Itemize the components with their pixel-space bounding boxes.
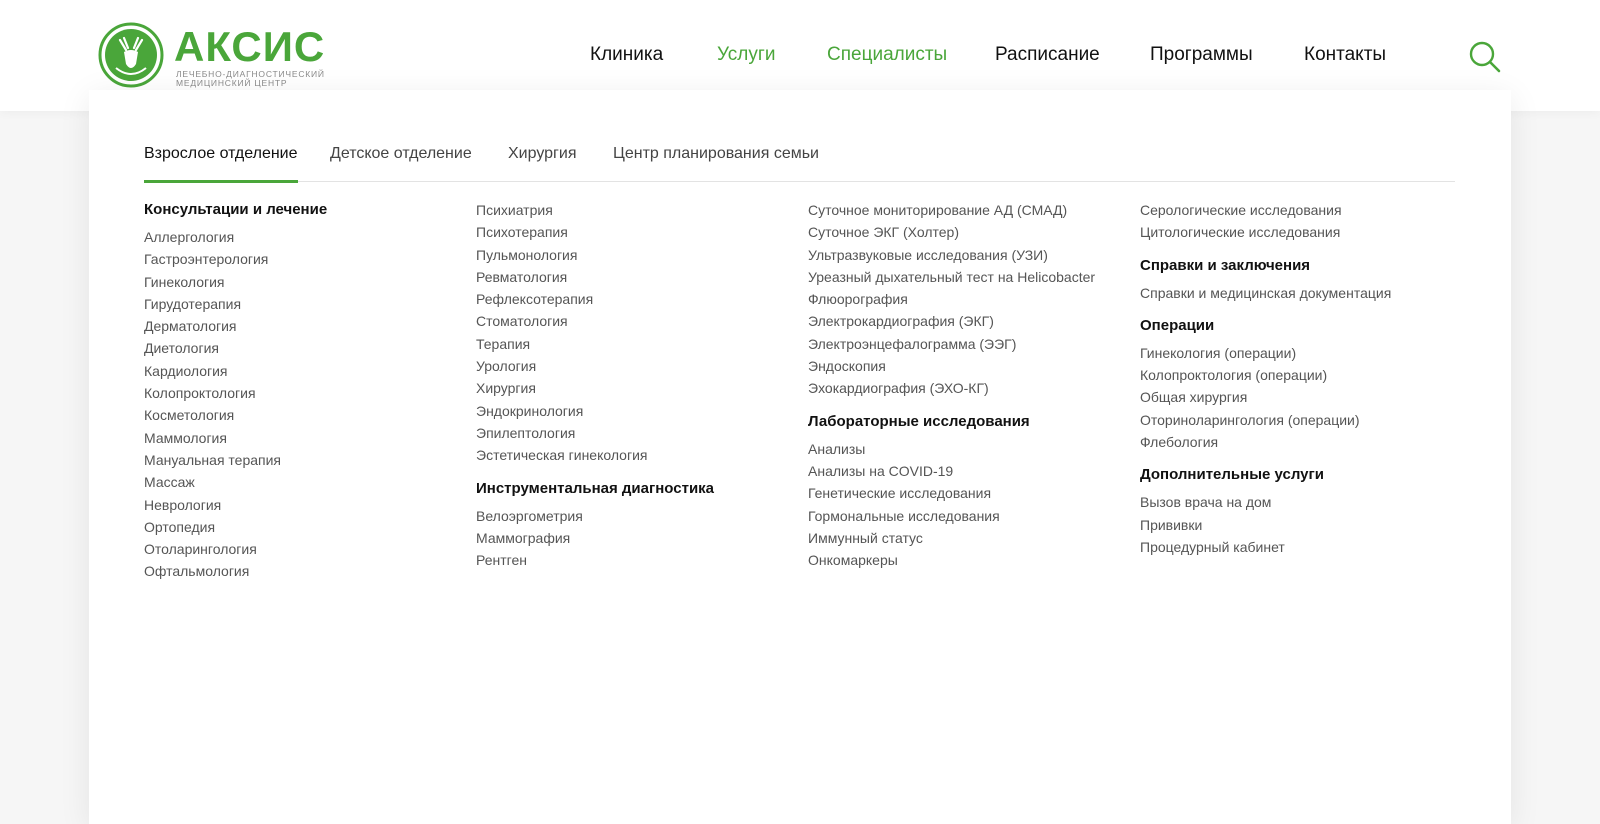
service-group-title: Лабораторные исследования: [808, 412, 1030, 430]
service-link[interactable]: Суточное мониторирование АД (СМАД): [808, 202, 1068, 218]
service-link[interactable]: Отоларингология: [144, 541, 257, 558]
logo-link[interactable]: [98, 22, 326, 90]
service-link[interactable]: Аллергология: [144, 229, 235, 245]
deer-logo-icon: [98, 22, 164, 88]
service-link[interactable]: Ревматология: [476, 268, 568, 285]
services-column-3: [808, 200, 1128, 583]
service-link[interactable]: Колопроктология (операции): [1140, 367, 1328, 384]
department-tabs: [144, 144, 1455, 182]
service-link[interactable]: Иммунный статус: [808, 529, 923, 546]
service-link[interactable]: Неврология: [144, 496, 222, 513]
service-group: [808, 412, 1128, 572]
nav-clinic[interactable]: Клиника: [590, 44, 664, 65]
service-link[interactable]: Справки и медицинская документация: [1140, 284, 1392, 301]
service-link[interactable]: Эпилептология: [476, 424, 576, 441]
service-link[interactable]: Массаж: [144, 474, 195, 491]
service-link[interactable]: Стоматология: [476, 313, 568, 330]
service-group: [1140, 465, 1460, 558]
service-link[interactable]: Онкомаркеры: [808, 552, 898, 569]
nav-schedule[interactable]: Расписание: [995, 44, 1100, 65]
tab-family-planning[interactable]: Центр планирования семьи: [613, 145, 819, 162]
service-link[interactable]: Цитологические исследования: [1140, 224, 1341, 241]
tab-surgery[interactable]: Хирургия: [508, 145, 577, 162]
service-group: [476, 479, 796, 572]
service-link[interactable]: Маммография: [476, 529, 571, 546]
service-link[interactable]: Колопроктология: [144, 385, 256, 402]
logo-subtitle: [176, 70, 336, 88]
service-link[interactable]: Косметология: [144, 407, 235, 424]
service-link[interactable]: Оториноларингология (операции): [1140, 411, 1360, 428]
logo-title: АКСИС: [174, 23, 326, 70]
service-link[interactable]: Рентген: [476, 552, 527, 569]
service-link[interactable]: Гинекология (операции): [1140, 344, 1297, 361]
nav-services[interactable]: Услуги: [717, 44, 776, 65]
service-link[interactable]: Пульмонология: [476, 246, 578, 263]
service-link[interactable]: Анализы: [808, 440, 866, 457]
service-link[interactable]: Урология: [476, 358, 537, 375]
service-link[interactable]: Эндоскопия: [808, 358, 886, 375]
service-link[interactable]: Серологические исследования: [1140, 202, 1342, 218]
services-dropdown-panel: [89, 90, 1511, 824]
service-group-title: Операции: [1140, 316, 1215, 334]
service-link[interactable]: Мануальная терапия: [144, 451, 282, 468]
service-link[interactable]: Офтальмология: [144, 563, 250, 580]
service-link[interactable]: Диетология: [144, 340, 219, 357]
logo-subtitle-line1: ЛЕЧЕБНО-ДИАГНОСТИЧЕСКИЙ: [176, 69, 325, 79]
nav-specialists[interactable]: Специалисты: [827, 44, 948, 65]
nav-contacts[interactable]: Контакты: [1304, 44, 1387, 65]
service-link[interactable]: Психотерапия: [476, 224, 568, 241]
service-group-title: Консультации и лечение: [144, 201, 328, 218]
service-link[interactable]: Хирургия: [476, 380, 536, 397]
service-link[interactable]: Эндокринология: [476, 402, 584, 419]
service-link[interactable]: Гирудотерапия: [144, 295, 242, 312]
service-group: [1140, 316, 1460, 453]
service-link[interactable]: Эстетическая гинекология: [476, 447, 648, 464]
services-column-4: [1140, 200, 1460, 570]
service-link[interactable]: Гинекология: [144, 273, 225, 290]
tab-children[interactable]: Детское отделение: [330, 145, 472, 162]
service-link[interactable]: Ультразвуковые исследования (УЗИ): [808, 246, 1048, 263]
service-link[interactable]: Гормональные исследования: [808, 507, 1000, 524]
service-link[interactable]: Терапия: [476, 335, 531, 352]
service-link[interactable]: Вызов врача на дом: [1140, 494, 1272, 511]
tab-adult[interactable]: Взрослое отделение: [144, 144, 298, 182]
service-link[interactable]: Маммология: [144, 429, 227, 446]
search-icon[interactable]: [1468, 40, 1502, 74]
service-link[interactable]: Суточное ЭКГ (Холтер): [808, 224, 959, 241]
service-link[interactable]: Генетические исследования: [808, 485, 992, 502]
services-column-1: [144, 200, 464, 595]
service-group-title: Дополнительные услуги: [1140, 466, 1324, 484]
service-link[interactable]: Анализы на COVID-19: [808, 462, 954, 479]
service-link[interactable]: Рефлексотерапия: [476, 291, 594, 308]
service-group: [476, 199, 796, 467]
service-link[interactable]: Ортопедия: [144, 518, 216, 535]
service-link[interactable]: Процедурный кабинет: [1140, 538, 1285, 555]
logo-subtitle-line2: МЕДИЦИНСКИЙ ЦЕНТР: [176, 78, 288, 88]
service-group-title: Справки и заключения: [1140, 256, 1311, 274]
nav-programs[interactable]: Программы: [1150, 44, 1253, 65]
service-group: [1140, 199, 1460, 244]
service-link[interactable]: Кардиология: [144, 362, 228, 379]
service-link[interactable]: Общая хирургия: [1140, 389, 1248, 406]
service-link[interactable]: Флюорография: [808, 291, 908, 308]
service-link[interactable]: Уреазный дыхательный тест на Helicobacter: [808, 268, 1096, 285]
service-group: [144, 200, 464, 583]
service-group-title: Инструментальная диагностика: [476, 479, 715, 497]
service-link[interactable]: Прививки: [1140, 516, 1203, 533]
service-group: [808, 199, 1128, 400]
service-link[interactable]: Велоэргометрия: [476, 507, 583, 524]
service-link[interactable]: Психиатрия: [476, 202, 553, 218]
service-link[interactable]: Гастроэнтерология: [144, 251, 269, 268]
service-link[interactable]: Электроэнцефалограмма (ЭЭГ): [808, 335, 1017, 352]
service-link[interactable]: Эхокардиография (ЭХО-КГ): [808, 380, 989, 397]
service-link[interactable]: Электрокардиография (ЭКГ): [808, 313, 994, 330]
service-link[interactable]: Флебология: [1140, 434, 1219, 451]
service-link[interactable]: Дерматология: [144, 318, 237, 335]
service-group: [1140, 256, 1460, 304]
services-column-2: [476, 200, 796, 583]
